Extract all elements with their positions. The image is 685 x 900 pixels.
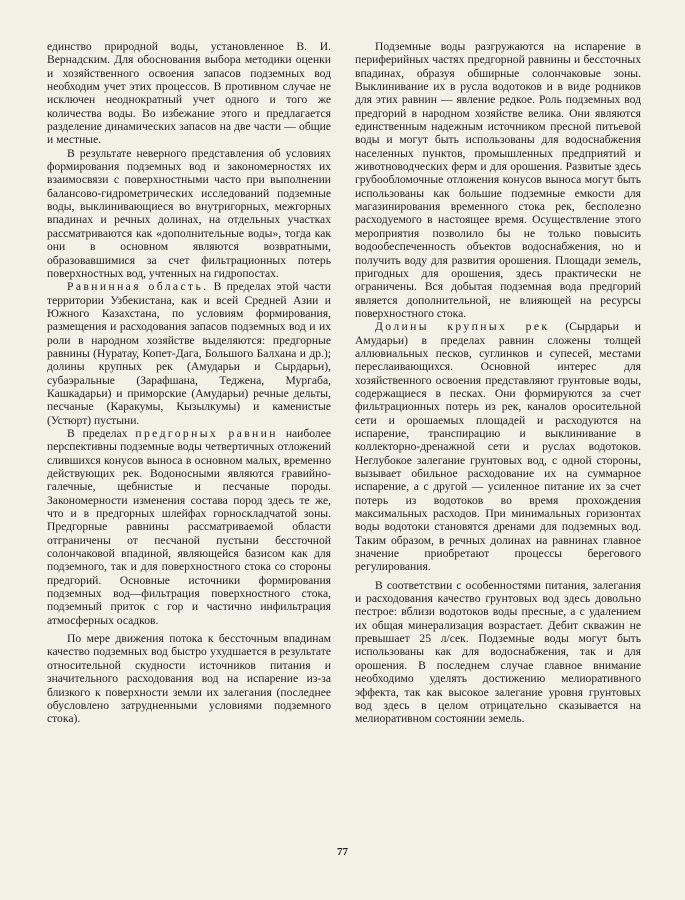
paragraph-text: (Сырдарьи и Амударьи) в пределах равнин сложены толщей аллювиальных песков, суглинков и супесей, местами переслаивающихся. Основной интерес для хозяйственного освоения представляют грунтовые воды, содержащиеся в песках. Они формируются за счет фильтрационных потерь из рек, каналов оросительной сети и орошаемых площадей и расходуются на испарение, транспирацию и выклинивание в коллекторно-дренажной сети и руслах водотоков. Неглубокое залегание грунтовых вод, с одной стороны, вызывает обильное расходование их на суммарное испарение, а с другой — усиленное питание их за счет потерь из водотоков во время прохождения максимальных расходов. При минимальных горизонтах воды водотоки становятся дренами для подземных вод. Таким образом, в речных долинах на равнинах главное значение приобретают процессы берегового регулирования.: [355, 320, 641, 574]
paragraph: [47, 280, 331, 427]
paragraph-text: В пределах: [67, 426, 128, 440]
paragraph: По мере движения потока к бессточным впадинам качество подземных вод быстро ухудшается в результате относительной скудности источников питания и значительного расходования вод на испарение из-за близкого к поверхности земли их залегания (последнее обусловлено затрудненными условиями подземного стока).: [47, 632, 331, 726]
paragraph-text: наиболее перспективны подземные воды четвертичных отложений слившихся конусов выноса в основном малых, временно действующих рек. Водоносными являются гравийно-галечные, щебнистые и песчаные породы. Закономерности изменения состава пород здесь те же, что и в предгорных шлейфах горноскладчатой зоны. Предгорные равнины рассматриваемой области отграничены от песчаной пустыни бессточной солончаковой впадиной, являющейся базисом как для подземного, так и для поверхностного стока со стороны предгорий. Основные источники формирования подземных вод—фильтрация поверхностного стока, подземный приток с гор и частично инфильтрация атмосферных осадков.: [47, 426, 332, 627]
page-number: 77: [337, 846, 348, 858]
paragraph: Подземные воды разгружаются на испарение в периферийных частях предгорной равнины и бессточных впадинах, образуя обширные солончаковые зоны. Выклинивание их в русла водотоков и в виде родников для этих равнин — явление редкое. Роль подземных вод предгорий в народном хозяйстве велика. Они являются единственным надежным источником пресной питьевой воды и могут быть использованы для водоснабжения населенных пунктов, промышленных предприятий и животноводческих ферм и для орошения. Развитые здесь грубообломочные отложения конусов выноса могут быть использованы как большие подземные емкости для магазинирования временного стока рек, бесполезно расходуемого в настоящее время. Осуществление этого мероприятия позволило бы не только повысить водообеспеченность объектов водоснабжения, но и получить воду для развития орошения. Площади земель, пригодных для орошения, здесь практически не ограничены. Вся добытая подземная вода предгорий является дополнительной, не влияющей на ресурсы поверхностного стока.: [355, 40, 641, 320]
paragraph: В соответствии с особенностями питания, залегания и расходования качество грунтовых вод здесь довольно пестрое: вблизи водотоков воды пресные, а с удалением их общая минерализация возрастает. Дебит скважин не превышает 25 л/сек. Подземные воды могут быть использованы как для водоснабжения, так и для орошения. В последнем случае главное внимание необходимо уделять достижению мелиоративного эффекта, так как высокое залегание уровня грунтовых вод здесь в целом отрицательно сказывается на мелиоративном состоянии земель.: [355, 578, 641, 726]
paragraph: В результате неверного представления об условиях формирования подземных вод и закономерностях их взаимосвязи с поверхностными часто при выполнении балансово-гидрометрических исследований подземные воды, выклинивающиеся во внутригорных, межгорных впадинах и речных долинах, на отдельных участках рассматриваются как «дополнительные воды», тогда как они в основном являются возвратными, образовавшимися за счет фильтрационных потерь поверхностных вод, учтенных на гидропостах.: [47, 146, 331, 280]
left-column: [47, 40, 331, 726]
paragraph: [47, 427, 331, 627]
paragraph: единство природной воды, установленное В. И. Вернадским. Для обоснования выбора методики оценки и хозяйственного освоения запасов подземных вод необходим учет этих процессов. В противном случае не исключен неоднократный учет одного и того же количества воды. Во избежание этого и предлагается разделение динамических запасов на две части — общие и местные.: [47, 40, 331, 147]
section-heading: Долины крупных рек: [375, 320, 550, 334]
section-heading: Равнинная область.: [67, 280, 209, 294]
paragraph-text: В пределах этой части территории Узбекистана, как и всей Средней Азии и Южного Казахстана, по условиям формирования, размещения и расходования запасов подземных вод и их роли в народном хозяйстве выделяются: предгорные равнины (Нуратау, Копет-Дага, Большого Балхана и др.); долины крупных рек (Амударьи и Сырдарьи), субаэральные (Зарафшана, Теджена, Мургаба, Кашкадарьи) и приморские (Амударьи) речные дельты, песчаные (Каракумы, Кызылкумы) и каменистые (Устюрт) пустыни.: [47, 280, 331, 427]
section-heading: предгорных равнин: [135, 426, 278, 440]
paragraph: [355, 320, 641, 574]
right-column: [355, 40, 641, 726]
